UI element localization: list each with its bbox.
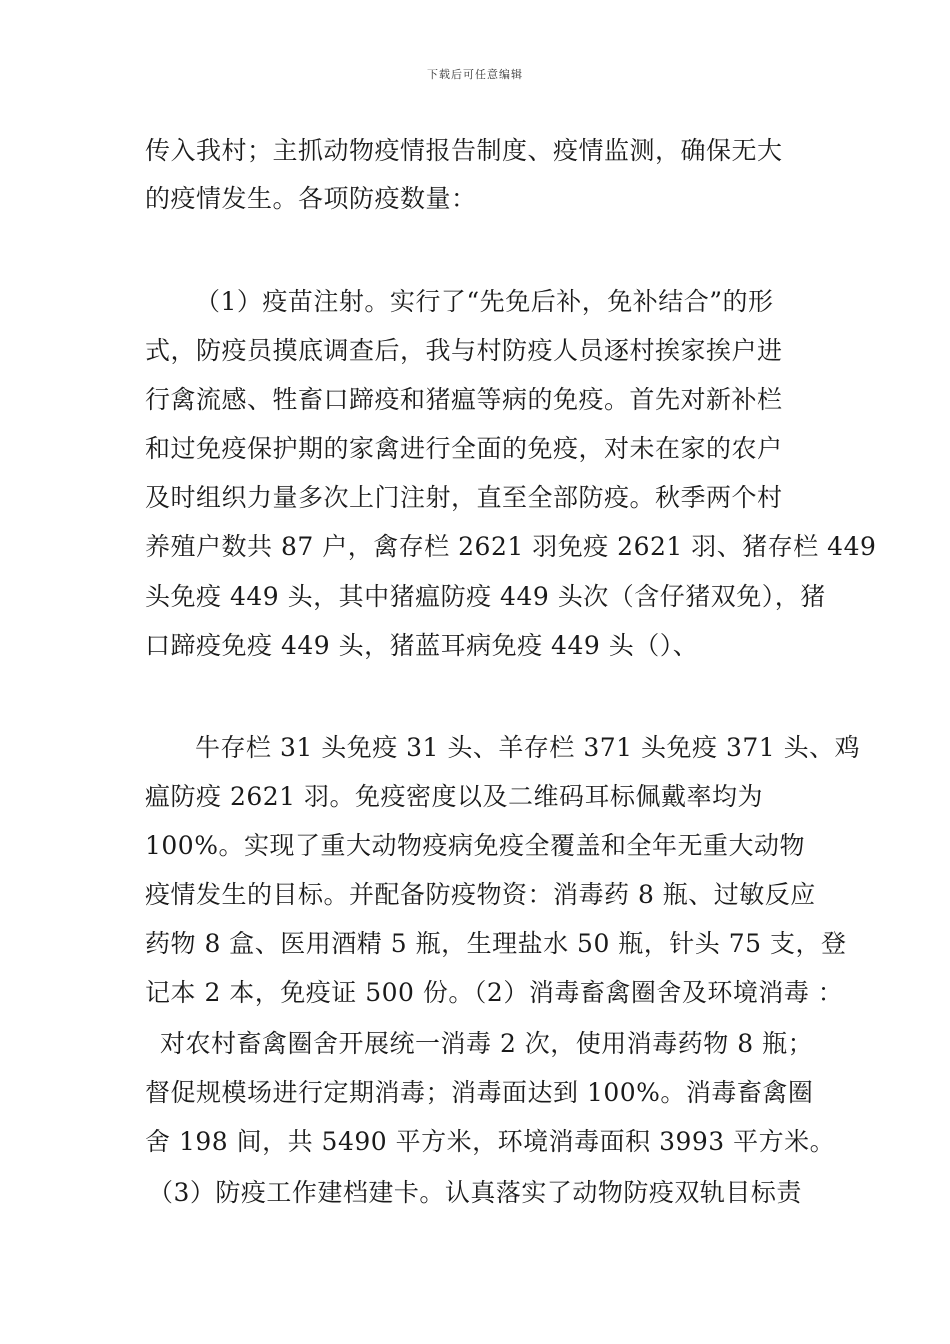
body-line: 和过免疫保护期的家禽进行全面的免疫，对未在家的农户 xyxy=(145,434,783,463)
body-line: 行禽流感、牲畜口蹄疫和猪瘟等病的免疫。首先对新补栏 xyxy=(145,385,783,414)
body-line: （3）防疫工作建档建卡。认真落实了动物防疫双轨目标责 xyxy=(148,1178,802,1207)
body-line: 式，防疫员摸底调查后，我与村防疫人员逐村挨家挨户进 xyxy=(145,336,783,365)
body-line: 口蹄疫免疫 449 头，猪蓝耳病免疫 449 头（）、 xyxy=(145,631,699,660)
body-line: （1）疫苗注射。实行了“先免后补，免补结合”的形 xyxy=(195,287,774,316)
body-line: 传入我村；主抓动物疫情报告制度、疫情监测，确保无大 xyxy=(145,136,783,165)
header-note: 下载后可任意编辑 xyxy=(427,68,523,81)
body-line: 疫情发生的目标。并配备防疫物资：消毒药 8 瓶、过敏反应 xyxy=(145,880,816,909)
body-line: 头免疫 449 头，其中猪瘟防疫 449 头次（含仔猪双免），猪 xyxy=(145,582,826,611)
body-line: 瘟防疫 2621 羽。免疫密度以及二维码耳标佩戴率均为 xyxy=(145,782,764,811)
body-line: 牛存栏 31 头免疫 31 头、羊存栏 371 头免疫 371 头、鸡 xyxy=(195,733,861,762)
body-line: 对农村畜禽圈舍开展统一消毒 2 次，使用消毒药物 8 瓶； xyxy=(160,1029,814,1058)
body-line: 药物 8 盒、医用酒精 5 瓶，生理盐水 50 瓶，针头 75 支，登 xyxy=(145,929,847,958)
body-line: 记本 2 本，免疫证 500 份。（2）消毒畜禽圈舍及环境消毒 ： xyxy=(145,978,844,1007)
body-line: 的疫情发生。各项防疫数量： xyxy=(145,184,477,213)
body-line: 100%。实现了重大动物疫病免疫全覆盖和全年无重大动物 xyxy=(145,831,805,860)
body-line: 督促规模场进行定期消毒；消毒面达到 100%。消毒畜禽圈 xyxy=(145,1078,814,1107)
body-line: 舍 198 间，共 5490 平方米，环境消毒面积 3993 平方米。 xyxy=(145,1127,836,1156)
body-line: 养殖户数共 87 户，禽存栏 2621 羽免疫 2621 羽、猪存栏 449 xyxy=(145,532,877,561)
body-line: 及时组织力量多次上门注射，直至全部防疫。秋季两个村 xyxy=(145,483,783,512)
